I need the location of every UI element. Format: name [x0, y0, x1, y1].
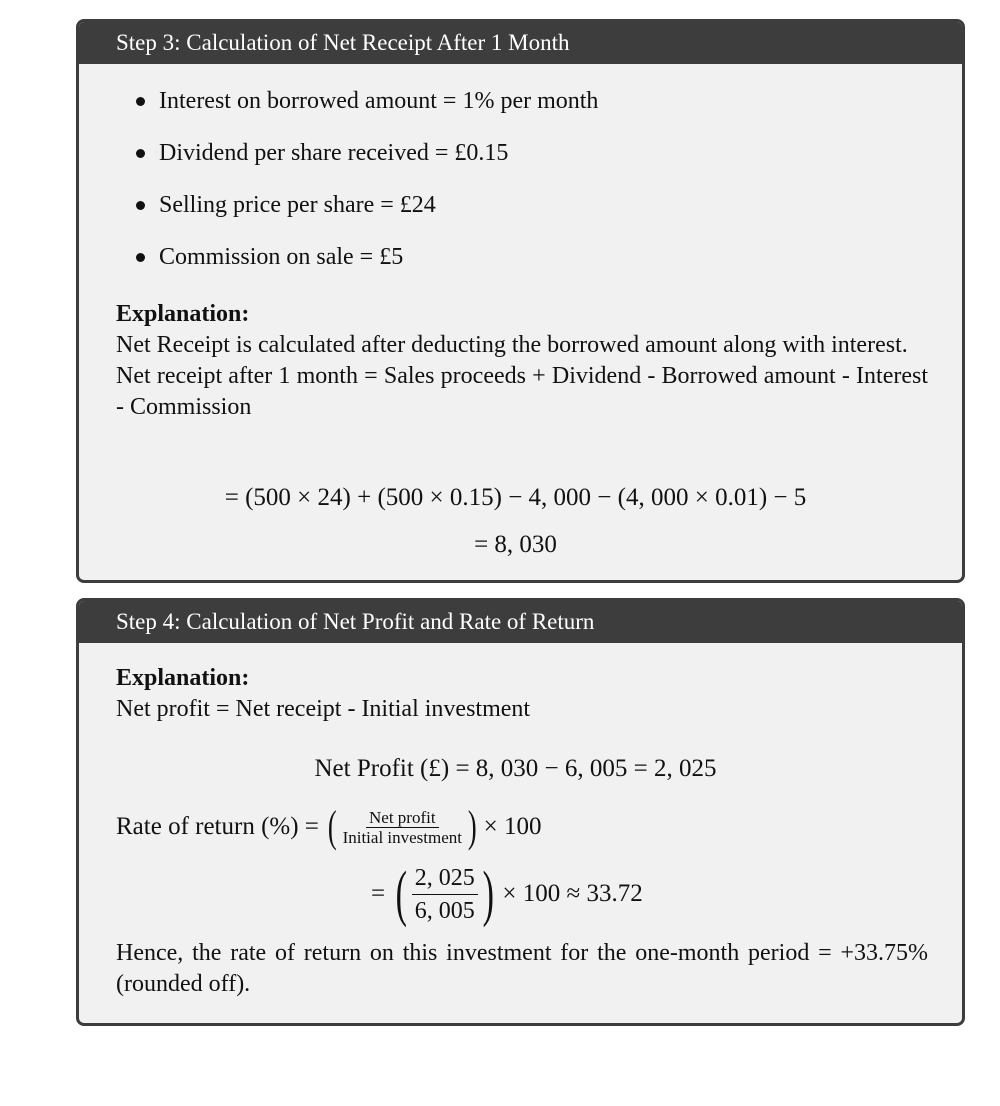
fraction-denominator: 6, 005: [414, 897, 475, 924]
explanation-text: Net Receipt is calculated after deducting the borrowed amount along with interest.: [116, 332, 908, 358]
step4-conclusion: Hence, the rate of return on this investment for the one-month period = +33.75% (rounded off).: [116, 940, 928, 997]
fraction-numerator: 2, 025: [412, 862, 478, 895]
step3-box: [76, 19, 965, 583]
ror-result: × 100 ≈ 33.72: [502, 880, 643, 907]
list-item: Dividend per share received = £0.15: [159, 140, 509, 166]
ror-times: × 100: [483, 813, 542, 840]
step4-title: Step 4: Calculation of Net Profit and Rate of Return: [79, 601, 962, 643]
ror-formula: [116, 802, 542, 852]
step3-explanation: [116, 299, 928, 423]
left-paren: (: [327, 802, 337, 851]
step3-title: Step 3: Calculation of Net Receipt After 1 Month: [79, 22, 962, 64]
ror-calculation: [371, 859, 643, 929]
ror-lhs: Rate of return (%) =: [116, 813, 319, 840]
step4-box: [76, 598, 965, 1026]
step4-explanation: [116, 663, 928, 725]
step3-equation-2: = 8, 030: [474, 531, 557, 558]
right-paren: ): [482, 860, 494, 928]
list-item: Selling price per share = £24: [159, 192, 436, 218]
formula-text: Net receipt after 1 month = Sales proceeds + Dividend - Borrowed amount - Interest - Commission: [116, 363, 928, 420]
fraction-numerator: Net profit: [366, 808, 439, 828]
list-item: Interest on borrowed amount = 1% per month: [159, 88, 599, 114]
formula-text: Net profit = Net receipt - Initial investment: [116, 696, 531, 722]
right-paren: ): [467, 802, 477, 851]
list-item: Commission on sale = £5: [159, 244, 404, 270]
fraction-denominator: Initial investment: [342, 827, 463, 847]
ror-eq-prefix: =: [371, 880, 386, 907]
net-profit-equation: Net Profit (£) = 8, 030 − 6, 005 = 2, 025: [314, 755, 717, 782]
ror-fraction-group: [325, 802, 480, 851]
step3-equation-1: = (500 × 24) + (500 × 0.15) − 4, 000 − (4, 000 × 0.01) − 5: [224, 484, 807, 511]
explanation-label: Explanation:: [116, 301, 250, 327]
ror-value-fraction-group: [391, 862, 498, 927]
ror-fraction: [340, 808, 465, 847]
left-paren: (: [395, 860, 408, 928]
explanation-label: Explanation:: [116, 665, 250, 691]
ror-value-fraction: [412, 862, 478, 927]
